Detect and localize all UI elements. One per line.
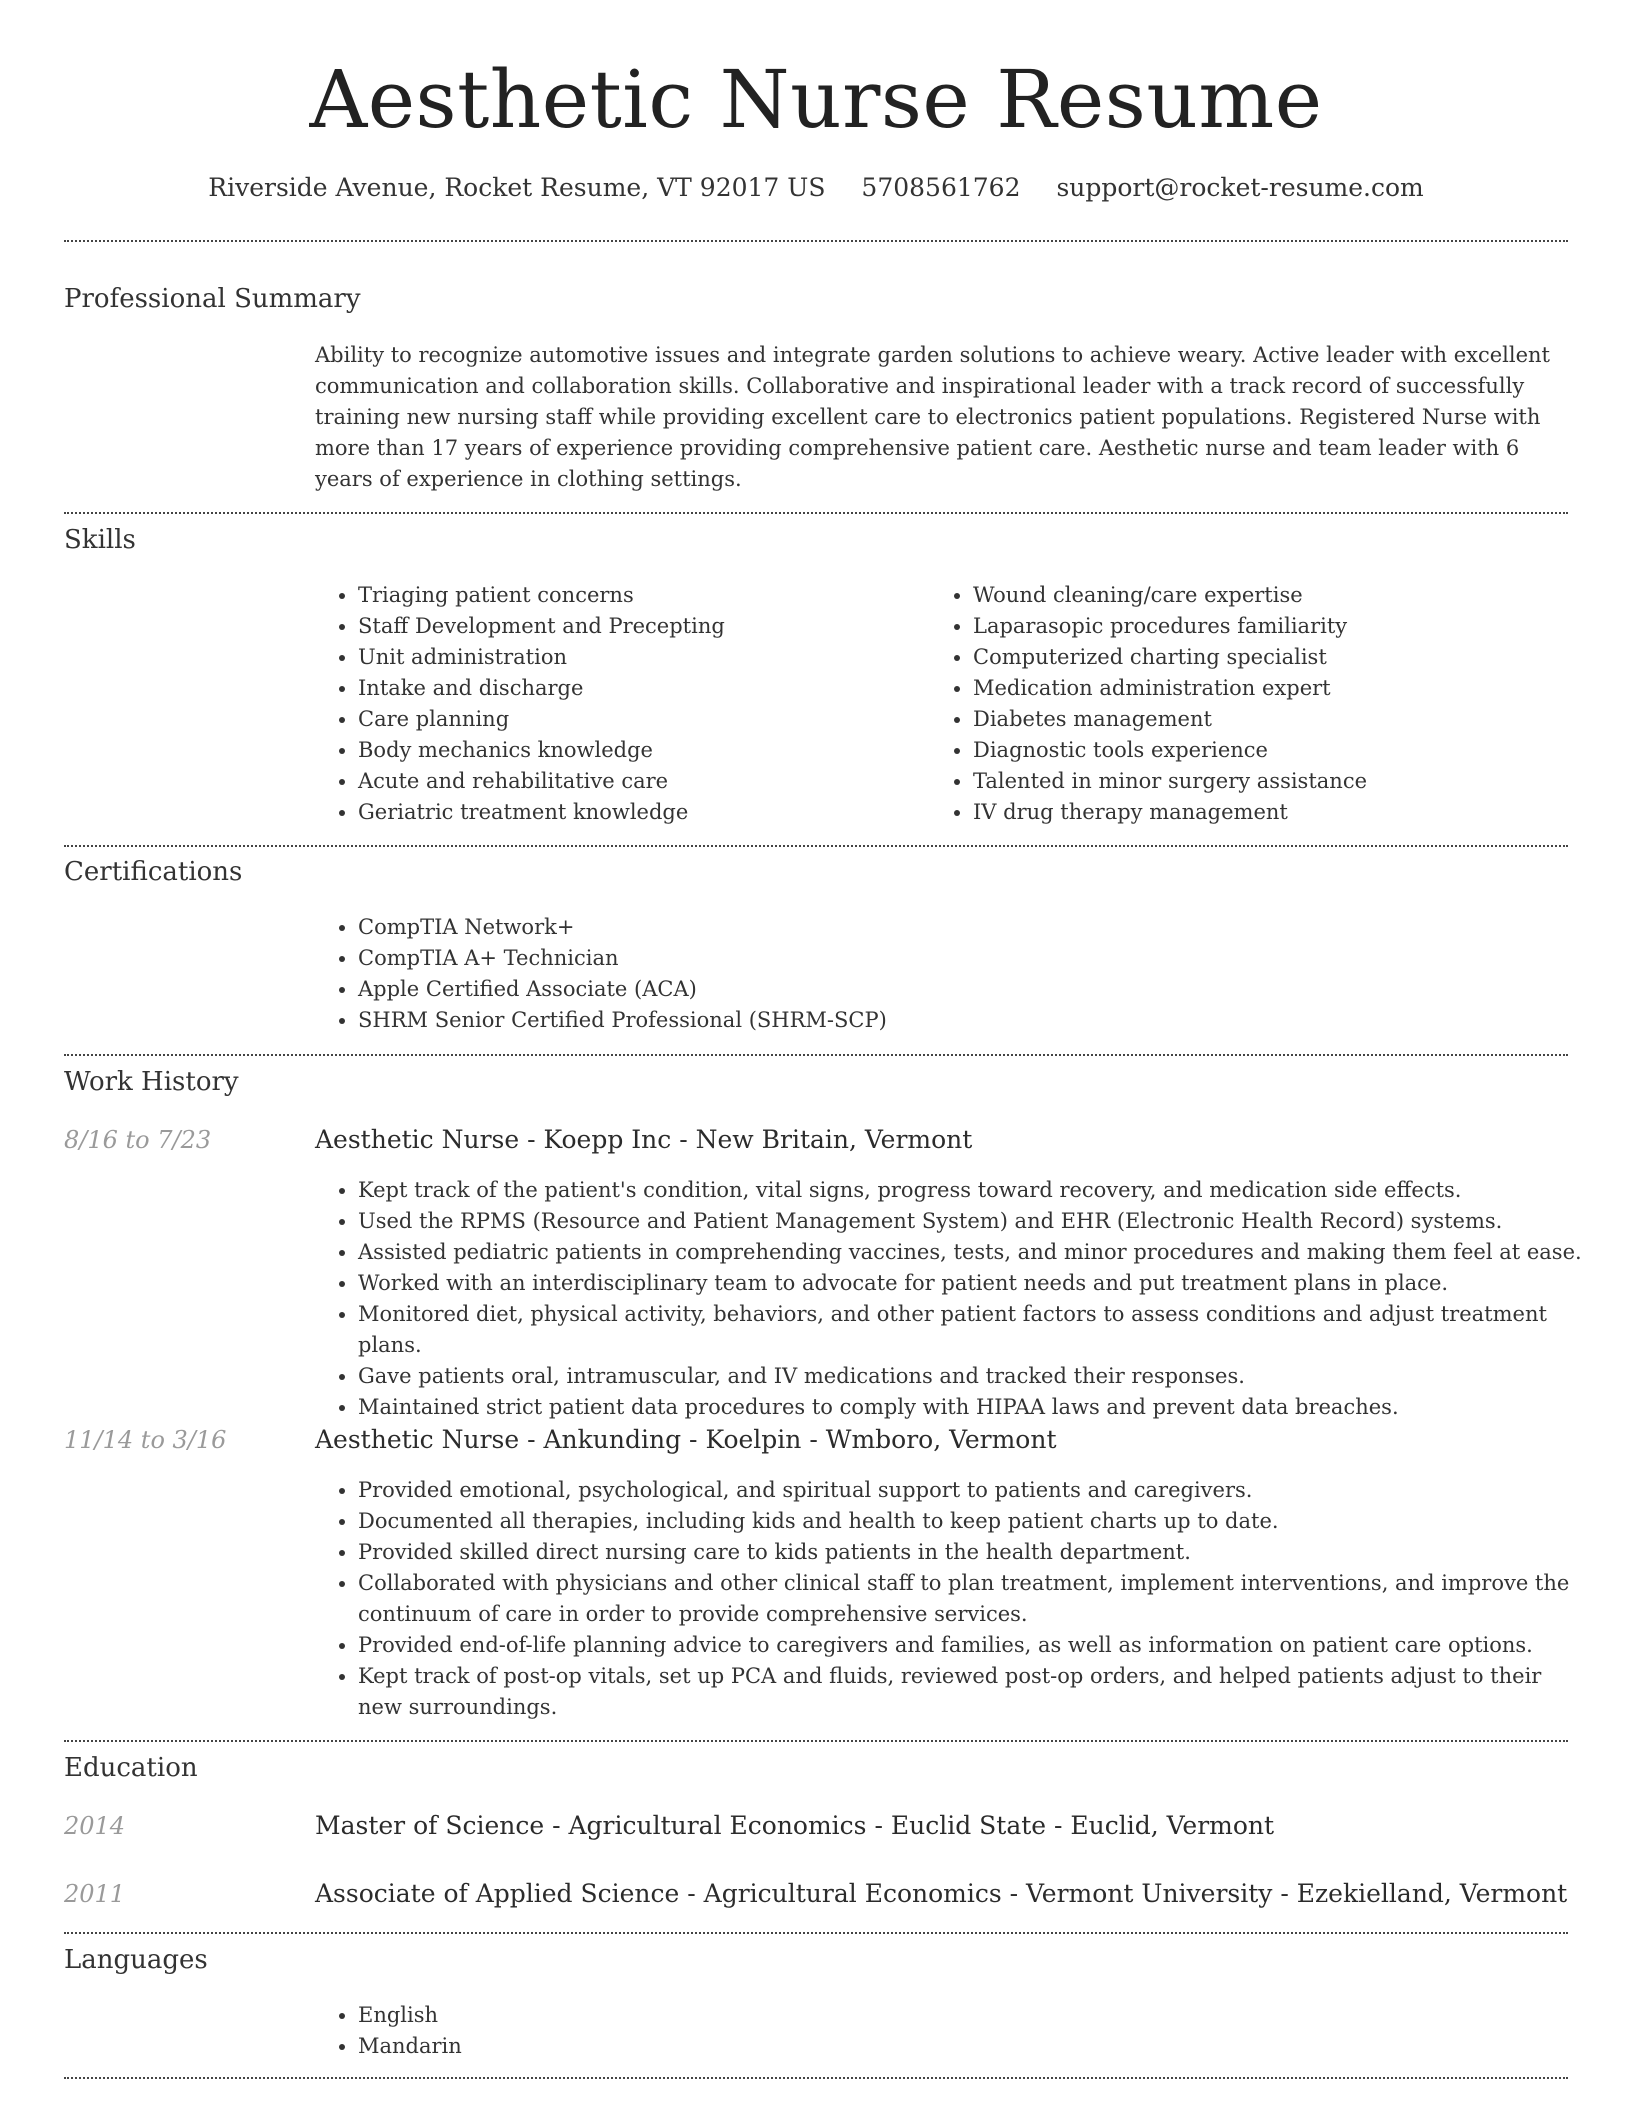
list-item: • Assisted pediatric patients in comprehending vaccines, tests, and minor procedures and making them feel at ease. — [358, 1237, 1583, 1268]
list-item: • IV drug therapy management — [973, 797, 1533, 828]
list-item: • Provided end-of-life planning advice to caregivers and families, as well as information on patient care options. — [358, 1630, 1583, 1661]
education-year: 2011 — [64, 1880, 126, 1908]
list-item: • Kept track of post-op vitals, set up PCA and fluids, reviewed post-op orders, and helped patients adjust to their new surroundings. — [358, 1661, 1583, 1723]
education-year: 2014 — [64, 1812, 126, 1840]
education-heading: Education — [64, 1753, 198, 1783]
resume-title: Aesthetic Nurse Resume — [309, 53, 1323, 146]
list-item: • Monitored diet, physical activity, behaviors, and other patient factors to assess conditions and adjust treatment plans. — [358, 1299, 1583, 1361]
list-item: • Apple Certified Associate (ACA) — [358, 974, 1558, 1005]
list-item: • Care planning — [358, 704, 918, 735]
list-item: • Documented all therapies, including kids and health to keep patient charts up to date. — [358, 1506, 1583, 1537]
education-degree: Master of Science - Agricultural Economics - Euclid State - Euclid, Vermont — [315, 1811, 1275, 1840]
skills-list-left — [336, 580, 918, 828]
list-item: • Maintained strict patient data procedures to comply with HIPAA laws and prevent data breaches. — [358, 1392, 1583, 1423]
job-bullets — [336, 1175, 1583, 1423]
list-item: • Wound cleaning/care expertise — [973, 580, 1533, 611]
section-divider — [64, 1054, 1568, 1056]
list-item: • Diabetes management — [973, 704, 1533, 735]
list-item: • Collaborated with physicians and other clinical staff to plan treatment, implement interventions, and improve the continuum of care in order to provide comprehensive services. — [358, 1568, 1583, 1630]
job-title: Aesthetic Nurse - Koepp Inc - New Britain, Vermont — [315, 1125, 973, 1154]
section-divider — [64, 1932, 1568, 1934]
list-item: • Provided skilled direct nursing care to kids patients in the health department. — [358, 1537, 1583, 1568]
list-item: • Computerized charting specialist — [973, 642, 1533, 673]
section-divider — [64, 512, 1568, 514]
summary-heading: Professional Summary — [64, 284, 361, 314]
skills-list-right — [951, 580, 1533, 828]
job-dates: 11/14 to 3/16 — [64, 1426, 227, 1454]
list-item: • SHRM Senior Certified Professional (SHRM-SCP) — [358, 1005, 1558, 1036]
contact-phone: 5708561762 — [861, 173, 1021, 202]
list-item: • Unit administration — [358, 642, 918, 673]
section-divider — [64, 1740, 1568, 1742]
list-item: • Laparasopic procedures familiarity — [973, 611, 1533, 642]
job-dates: 8/16 to 7/23 — [64, 1126, 212, 1154]
certifications-heading: Certifications — [64, 857, 243, 887]
list-item: • Kept track of the patient's condition, vital signs, progress toward recovery, and medication side effects. — [358, 1175, 1583, 1206]
list-item: • CompTIA A+ Technician — [358, 943, 1558, 974]
skills-heading: Skills — [64, 525, 136, 555]
list-item: • Staff Development and Precepting — [358, 611, 918, 642]
list-item: • Provided emotional, psychological, and spiritual support to patients and caregivers. — [358, 1475, 1583, 1506]
list-item: • CompTIA Network+ — [358, 912, 1558, 943]
summary-text: Ability to recognize automotive issues and integrate garden solutions to achieve weary. Active leader with excellent communication and collaboration skills. Collaborative and inspirational leader with a track record of successfully training new nursing staff while providing excellent care to electronics patient populations. Registered Nurse with more than 17 years of experience providing comprehensive patient care. Aesthetic nurse and team leader with 6 years of experience in clothing settings. — [315, 343, 1550, 491]
list-item: • Triaging patient concerns — [358, 580, 918, 611]
languages-heading: Languages — [64, 1945, 208, 1975]
certifications-list — [336, 912, 1558, 1036]
list-item: • Geriatric treatment knowledge — [358, 797, 918, 828]
list-item: • Intake and discharge — [358, 673, 918, 704]
job-bullets — [336, 1475, 1583, 1723]
section-divider — [64, 2077, 1568, 2079]
list-item: • Diagnostic tools experience — [973, 735, 1533, 766]
work-heading: Work History — [64, 1067, 239, 1097]
contact-line — [0, 170, 1632, 206]
section-divider — [64, 845, 1568, 847]
list-item: • Used the RPMS (Resource and Patient Management System) and EHR (Electronic Health Record) systems. — [358, 1206, 1583, 1237]
list-item: • Gave patients oral, intramuscular, and IV medications and tracked their responses. — [358, 1361, 1583, 1392]
education-degree: Associate of Applied Science - Agricultural Economics - Vermont University - Ezekielland, Vermont — [315, 1879, 1568, 1908]
list-item: • Body mechanics knowledge — [358, 735, 918, 766]
list-item: • English — [358, 2000, 958, 2031]
contact-email: support@rocket-resume.com — [1056, 173, 1424, 202]
section-divider — [64, 240, 1568, 242]
list-item: • Medication administration expert — [973, 673, 1533, 704]
languages-list — [336, 2000, 958, 2062]
contact-address: Riverside Avenue, Rocket Resume, VT 92017 US — [208, 173, 826, 202]
job-title: Aesthetic Nurse - Ankunding - Koelpin - Wmboro, Vermont — [315, 1425, 1057, 1454]
list-item: • Talented in minor surgery assistance — [973, 766, 1533, 797]
list-item: • Worked with an interdisciplinary team to advocate for patient needs and put treatment plans in place. — [358, 1268, 1583, 1299]
list-item: • Acute and rehabilitative care — [358, 766, 918, 797]
list-item: • Mandarin — [358, 2031, 958, 2062]
